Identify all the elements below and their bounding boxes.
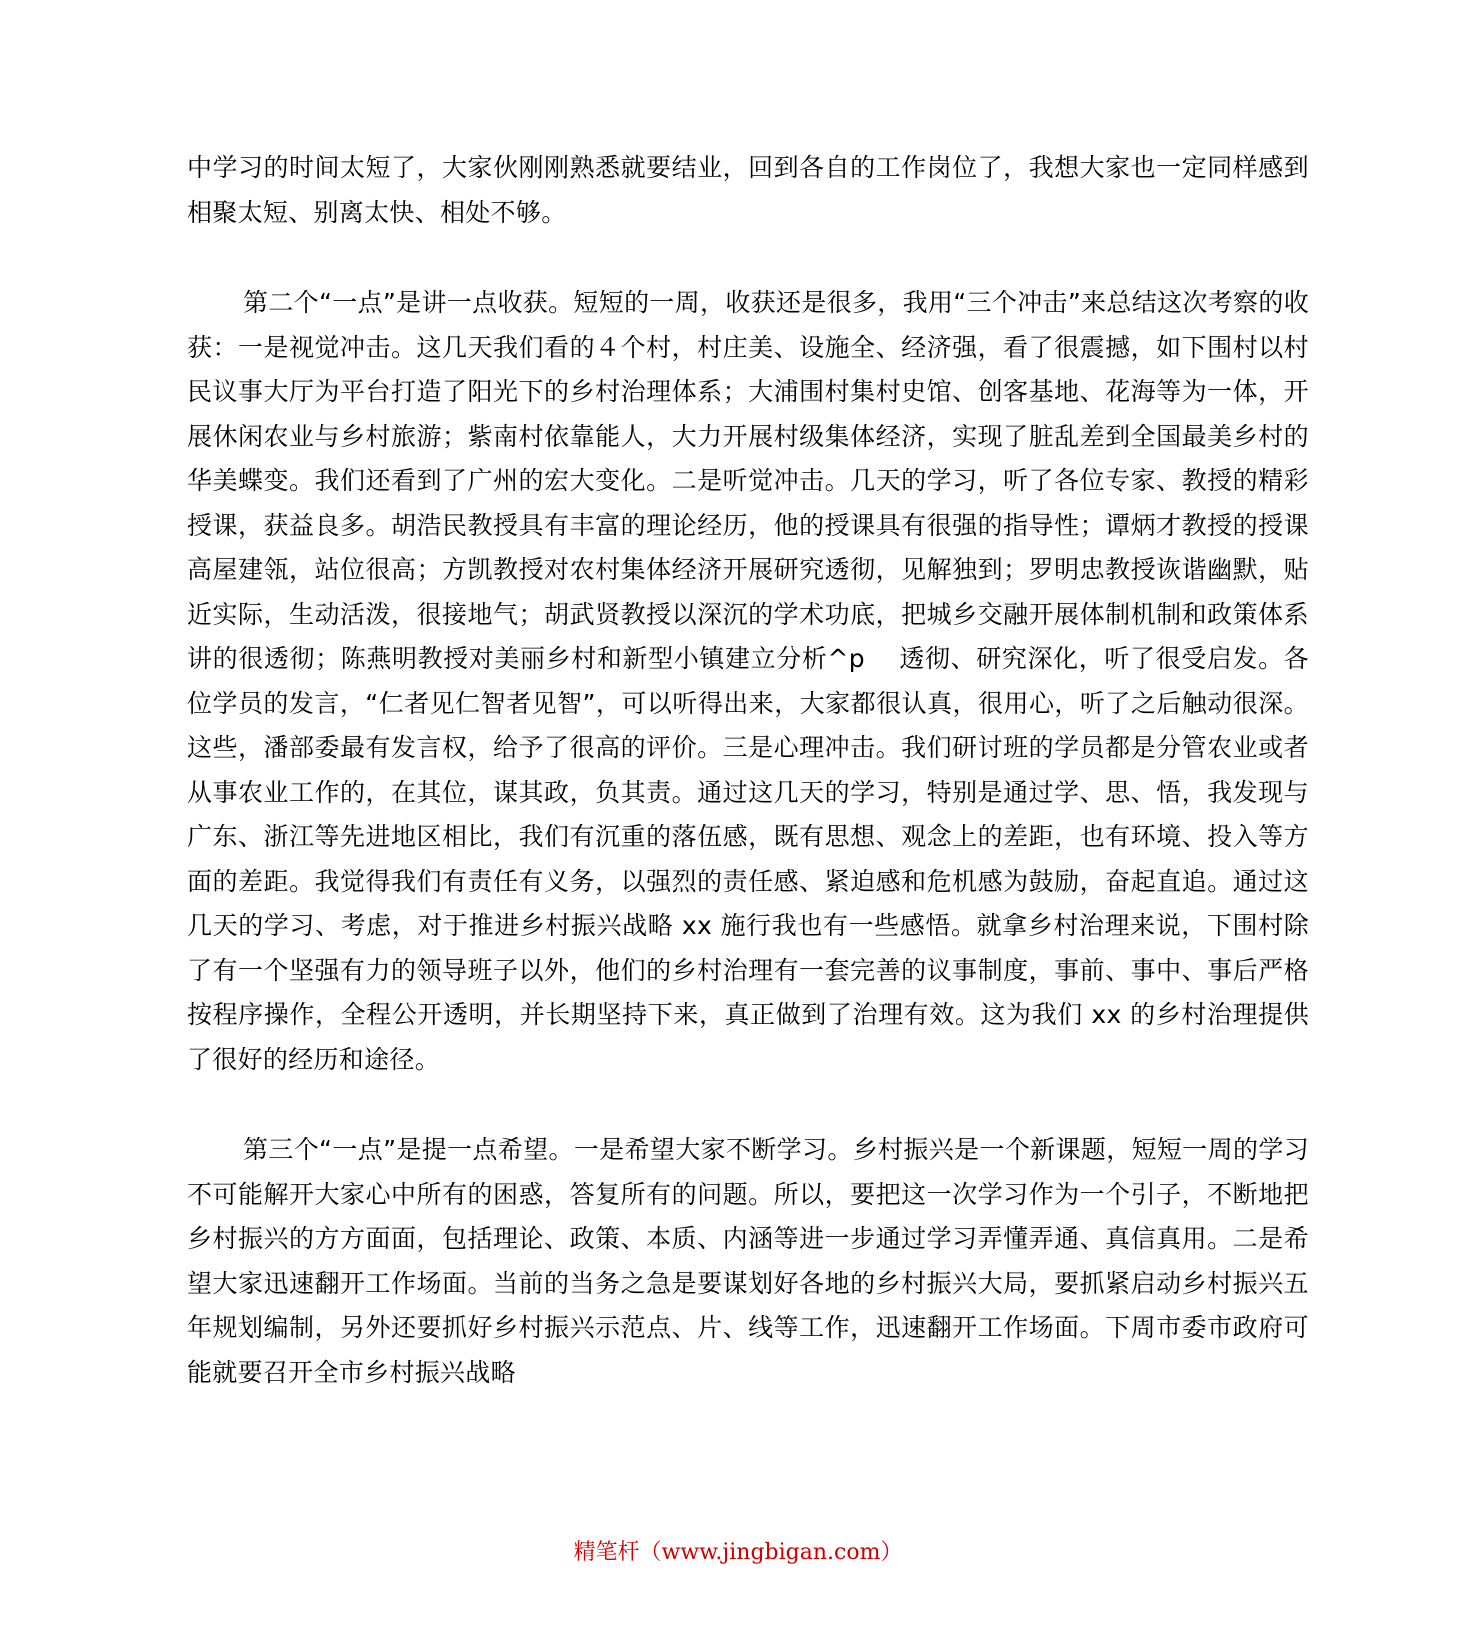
document-body	[187, 146, 1309, 1395]
footer-watermark: 精笔杆（www.jingbigan.com）	[573, 1540, 903, 1565]
paragraph-gap	[187, 1082, 1309, 1128]
paragraph-gap	[187, 235, 1309, 281]
paragraph-continuation: 中学习的时间太短了，大家伙刚刚熟悉就要结业，回到各自的工作岗位了，我想大家也一定同样感到相聚太短、别离太快、相处不够。	[187, 153, 1309, 227]
paragraph-third-point: 第三个“一点”是提一点希望。一是希望大家不断学习。乡村振兴是一个新课题，短短一周的学习不可能解开大家心中所有的困惑，答复所有的问题。所以，要把这一次学习作为一个引子，不断地把乡村振兴的方方面面，包括理论、政策、本质、内涵等进一步通过学习弄懂弄通、真信真用。二是希望大家迅速翻开工作场面。当前的当务之急是要谋划好各地的乡村振兴大局，要抓紧启动乡村振兴五年规划编制，另外还要抓好乡村振兴示范点、片、线等工作，迅速翻开工作场面。下周市委市政府可能就要召开全市乡村振兴战略	[187, 1135, 1309, 1387]
paragraph-second-point: 第二个“一点”是讲一点收获。短短的一周，收获还是很多，我用“三个冲击”来总结这次考察的收获：一是视觉冲击。这几天我们看的４个村，村庄美、设施全、经济强，看了很震撼，如下围村以村民议事大厅为平台打造了阳光下的乡村治理体系；大浦围村集村史馆、创客基地、花海等为一体，开展休闲农业与乡村旅游；紫南村依靠能人，大力开展村级集体经济，实现了脏乱差到全国最美乡村的华美蝶变。我们还看到了广州的宏大变化。二是听觉冲击。几天的学习，听了各位专家、教授的精彩授课，获益良多。胡浩民教授具有丰富的理论经历，他的授课具有很强的指导性；谭炳才教授的授课高屋建瓴，站位很高；方凯教授对农村集体经济开展研究透彻，见解独到；罗明忠教授诙谐幽默，贴近实际，生动活泼，很接地气；胡武贤教授以深沉的学术功底，把城乡交融开展体制机制和政策体系讲的很透彻；陈燕明教授对美丽乡村和新型小镇建立分析^p 透彻、研究深化，听了很受启发。各位学员的发言，“仁者见仁智者见智”，可以听得出来，大家都很认真，很用心，听了之后触动很深。这些，潘部委最有发言权，给予了很高的评价。三是心理冲击。我们研讨班的学员都是分管农业或者从事农业工作的，在其位，谋其政，负其责。通过这几天的学习，特别是通过学、思、悟，我发现与广东、浙江等先进地区相比，我们有沉重的落伍感，既有思想、观念上的差距，也有环境、投入等方面的差距。我觉得我们有责任有义务，以强烈的责任感、紧迫感和危机感为鼓励，奋起直追。通过这几天的学习、考虑，对于推进乡村振兴战略 xx 施行我也有一些感悟。就拿乡村治理来说，下围村除了有一个坚强有力的领导班子以外，他们的乡村治理有一套完善的议事制度，事前、事中、事后严格按程序操作，全程公开透明，并长期坚持下来，真正做到了治理有效。这为我们 xx 的乡村治理提供了很好的经历和途径。	[187, 288, 1309, 1074]
